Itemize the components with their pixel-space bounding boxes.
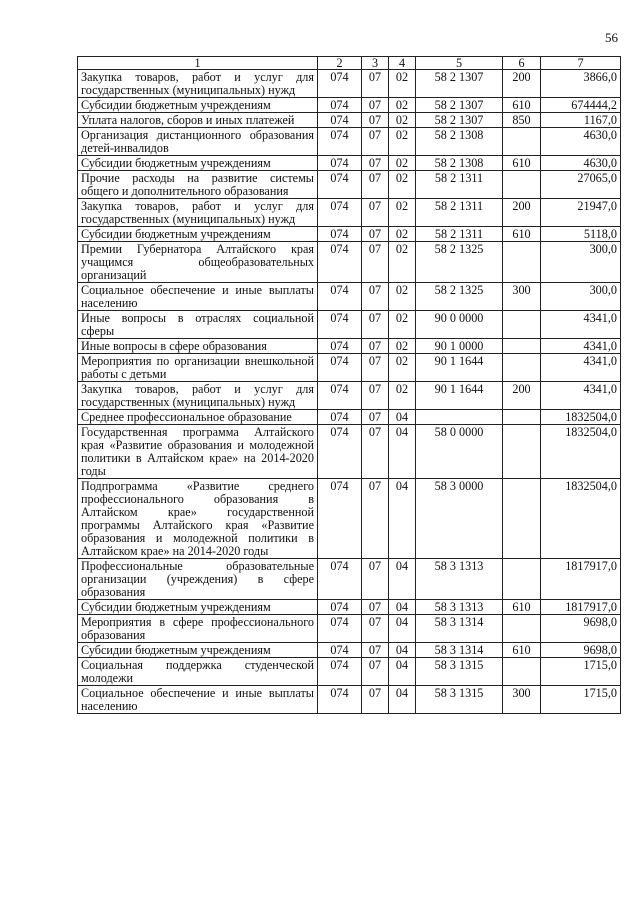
row-name-cell: Премии Губернатора Алтайского края учащимся общеобразовательных организаций	[78, 242, 318, 283]
row-name-cell: Организация дистанционного образования детей-инвалидов	[78, 128, 318, 156]
target-code-cell: 58 2 1325	[416, 283, 503, 311]
table-row	[78, 283, 621, 311]
subsection-code-cell: 02	[389, 242, 416, 283]
subsection-code-cell: 04	[389, 559, 416, 600]
amount-cell: 1817917,0	[541, 600, 621, 615]
section-code-cell: 07	[362, 227, 389, 242]
admin-code-cell: 074	[318, 227, 362, 242]
section-code-cell: 07	[362, 311, 389, 339]
target-code-cell: 58 3 1314	[416, 643, 503, 658]
amount-cell: 300,0	[541, 242, 621, 283]
row-name-cell: Закупка товаров, работ и услуг для государственных (муниципальных) нужд	[78, 382, 318, 410]
subsection-code-cell: 04	[389, 615, 416, 643]
table-row	[78, 354, 621, 382]
table-row	[78, 410, 621, 425]
expense-type-cell	[503, 128, 541, 156]
table-row	[78, 479, 621, 559]
subsection-code-cell: 02	[389, 70, 416, 98]
row-name-cell: Государственная программа Алтайского края «Развитие образования и молодежной политики в Алтайском крае» на 2014-2020 годы	[78, 425, 318, 479]
section-code-cell: 07	[362, 283, 389, 311]
table-row	[78, 382, 621, 410]
amount-cell: 3866,0	[541, 70, 621, 98]
admin-code-cell: 074	[318, 242, 362, 283]
budget-table	[77, 56, 621, 714]
target-code-cell: 58 2 1308	[416, 156, 503, 171]
admin-code-cell: 074	[318, 410, 362, 425]
row-name-cell: Закупка товаров, работ и услуг для государственных (муниципальных) нужд	[78, 70, 318, 98]
section-code-cell: 07	[362, 382, 389, 410]
target-code-cell: 58 3 1315	[416, 686, 503, 714]
expense-type-cell: 610	[503, 600, 541, 615]
section-code-cell: 07	[362, 600, 389, 615]
expense-type-cell	[503, 311, 541, 339]
row-name-cell: Субсидии бюджетным учреждениям	[78, 98, 318, 113]
section-code-cell: 07	[362, 658, 389, 686]
admin-code-cell: 074	[318, 128, 362, 156]
table-row	[78, 199, 621, 227]
subsection-code-cell: 04	[389, 425, 416, 479]
subsection-code-cell: 02	[389, 156, 416, 171]
page-number: 56	[605, 30, 618, 45]
column-header: 7	[541, 57, 621, 70]
table-row	[78, 113, 621, 128]
expense-type-cell: 610	[503, 156, 541, 171]
table-body	[78, 70, 621, 714]
subsection-code-cell: 04	[389, 686, 416, 714]
expense-type-cell: 300	[503, 283, 541, 311]
amount-cell: 1817917,0	[541, 559, 621, 600]
subsection-code-cell: 04	[389, 600, 416, 615]
admin-code-cell: 074	[318, 479, 362, 559]
amount-cell: 1715,0	[541, 686, 621, 714]
row-name-cell: Среднее профессиональное образование	[78, 410, 318, 425]
row-name-cell: Мероприятия в сфере профессионального образования	[78, 615, 318, 643]
expense-type-cell	[503, 410, 541, 425]
subsection-code-cell: 04	[389, 410, 416, 425]
target-code-cell: 58 3 1313	[416, 559, 503, 600]
expense-type-cell	[503, 171, 541, 199]
target-code-cell: 58 2 1308	[416, 128, 503, 156]
table-row	[78, 339, 621, 354]
table-row	[78, 98, 621, 113]
target-code-cell: 58 2 1325	[416, 242, 503, 283]
target-code-cell: 58 2 1311	[416, 171, 503, 199]
column-header: 6	[503, 57, 541, 70]
admin-code-cell: 074	[318, 425, 362, 479]
admin-code-cell: 074	[318, 283, 362, 311]
target-code-cell: 90 0 0000	[416, 311, 503, 339]
expense-type-cell: 850	[503, 113, 541, 128]
admin-code-cell: 074	[318, 339, 362, 354]
section-code-cell: 07	[362, 354, 389, 382]
amount-cell: 1832504,0	[541, 425, 621, 479]
expense-type-cell	[503, 658, 541, 686]
admin-code-cell: 074	[318, 559, 362, 600]
section-code-cell: 07	[362, 643, 389, 658]
expense-type-cell	[503, 615, 541, 643]
admin-code-cell: 074	[318, 70, 362, 98]
expense-type-cell: 610	[503, 227, 541, 242]
admin-code-cell: 074	[318, 643, 362, 658]
section-code-cell: 07	[362, 171, 389, 199]
target-code-cell: 58 3 1313	[416, 600, 503, 615]
admin-code-cell: 074	[318, 354, 362, 382]
target-code-cell: 58 2 1311	[416, 227, 503, 242]
column-header: 2	[318, 57, 362, 70]
subsection-code-cell: 04	[389, 643, 416, 658]
section-code-cell: 07	[362, 242, 389, 283]
expense-type-cell: 200	[503, 199, 541, 227]
expense-type-cell	[503, 425, 541, 479]
row-name-cell: Профессиональные образовательные организации (учреждения) в сфере образования	[78, 559, 318, 600]
section-code-cell: 07	[362, 425, 389, 479]
target-code-cell: 58 2 1307	[416, 98, 503, 113]
target-code-cell: 58 2 1307	[416, 70, 503, 98]
table-row	[78, 658, 621, 686]
table-row	[78, 128, 621, 156]
table-row	[78, 686, 621, 714]
target-code-cell: 58 3 1314	[416, 615, 503, 643]
admin-code-cell: 074	[318, 311, 362, 339]
table-row	[78, 70, 621, 98]
amount-cell: 9698,0	[541, 643, 621, 658]
table-row	[78, 227, 621, 242]
admin-code-cell: 074	[318, 171, 362, 199]
admin-code-cell: 074	[318, 686, 362, 714]
table-row	[78, 311, 621, 339]
expense-type-cell: 610	[503, 98, 541, 113]
expense-type-cell	[503, 559, 541, 600]
expense-type-cell: 200	[503, 70, 541, 98]
target-code-cell: 58 0 0000	[416, 425, 503, 479]
table-row	[78, 242, 621, 283]
row-name-cell: Субсидии бюджетным учреждениям	[78, 227, 318, 242]
row-name-cell: Субсидии бюджетным учреждениям	[78, 643, 318, 658]
amount-cell: 674444,2	[541, 98, 621, 113]
target-code-cell: 90 1 1644	[416, 354, 503, 382]
column-header: 3	[362, 57, 389, 70]
amount-cell: 1715,0	[541, 658, 621, 686]
subsection-code-cell: 02	[389, 354, 416, 382]
section-code-cell: 07	[362, 479, 389, 559]
row-name-cell: Социальное обеспечение и иные выплаты населению	[78, 283, 318, 311]
amount-cell: 21947,0	[541, 199, 621, 227]
section-code-cell: 07	[362, 70, 389, 98]
row-name-cell: Подпрограмма «Развитие среднего профессионального образования в Алтайском крае» государственной программы Алтайского края «Развитие образования и молодежной политики в Алтайском крае» на 2014-2020 годы	[78, 479, 318, 559]
expense-type-cell	[503, 242, 541, 283]
row-name-cell: Социальное обеспечение и иные выплаты населению	[78, 686, 318, 714]
expense-type-cell: 200	[503, 382, 541, 410]
section-code-cell: 07	[362, 559, 389, 600]
table-row	[78, 615, 621, 643]
row-name-cell: Мероприятия по организации внешкольной работы с детьми	[78, 354, 318, 382]
amount-cell: 4630,0	[541, 156, 621, 171]
section-code-cell: 07	[362, 686, 389, 714]
amount-cell: 4341,0	[541, 311, 621, 339]
table-row	[78, 600, 621, 615]
row-name-cell: Закупка товаров, работ и услуг для государственных (муниципальных) нужд	[78, 199, 318, 227]
row-name-cell: Прочие расходы на развитие системы общего и дополнительного образования	[78, 171, 318, 199]
amount-cell: 4341,0	[541, 382, 621, 410]
row-name-cell: Субсидии бюджетным учреждениям	[78, 600, 318, 615]
expense-type-cell: 610	[503, 643, 541, 658]
subsection-code-cell: 02	[389, 171, 416, 199]
expense-type-cell	[503, 354, 541, 382]
subsection-code-cell: 02	[389, 227, 416, 242]
table-header-row	[78, 57, 621, 70]
amount-cell: 4341,0	[541, 339, 621, 354]
subsection-code-cell: 02	[389, 311, 416, 339]
target-code-cell: 90 1 1644	[416, 382, 503, 410]
amount-cell: 1167,0	[541, 113, 621, 128]
table-row	[78, 559, 621, 600]
amount-cell: 1832504,0	[541, 479, 621, 559]
column-header: 4	[389, 57, 416, 70]
row-name-cell: Субсидии бюджетным учреждениям	[78, 156, 318, 171]
expense-type-cell	[503, 479, 541, 559]
row-name-cell: Иные вопросы в отраслях социальной сферы	[78, 311, 318, 339]
subsection-code-cell: 02	[389, 199, 416, 227]
section-code-cell: 07	[362, 199, 389, 227]
subsection-code-cell: 02	[389, 339, 416, 354]
amount-cell: 9698,0	[541, 615, 621, 643]
expense-type-cell	[503, 339, 541, 354]
admin-code-cell: 074	[318, 156, 362, 171]
admin-code-cell: 074	[318, 98, 362, 113]
expense-type-cell: 300	[503, 686, 541, 714]
subsection-code-cell: 04	[389, 658, 416, 686]
subsection-code-cell: 04	[389, 479, 416, 559]
subsection-code-cell: 02	[389, 382, 416, 410]
subsection-code-cell: 02	[389, 98, 416, 113]
target-code-cell: 58 3 1315	[416, 658, 503, 686]
amount-cell: 1832504,0	[541, 410, 621, 425]
admin-code-cell: 074	[318, 658, 362, 686]
target-code-cell: 58 2 1311	[416, 199, 503, 227]
section-code-cell: 07	[362, 339, 389, 354]
admin-code-cell: 074	[318, 600, 362, 615]
section-code-cell: 07	[362, 410, 389, 425]
column-header: 5	[416, 57, 503, 70]
section-code-cell: 07	[362, 615, 389, 643]
row-name-cell: Иные вопросы в сфере образования	[78, 339, 318, 354]
subsection-code-cell: 02	[389, 113, 416, 128]
table-row	[78, 643, 621, 658]
row-name-cell: Уплата налогов, сборов и иных платежей	[78, 113, 318, 128]
amount-cell: 4341,0	[541, 354, 621, 382]
section-code-cell: 07	[362, 113, 389, 128]
table-row	[78, 156, 621, 171]
target-code-cell: 58 2 1307	[416, 113, 503, 128]
table-row	[78, 171, 621, 199]
admin-code-cell: 074	[318, 113, 362, 128]
subsection-code-cell: 02	[389, 283, 416, 311]
amount-cell: 5118,0	[541, 227, 621, 242]
target-code-cell: 58 3 0000	[416, 479, 503, 559]
admin-code-cell: 074	[318, 199, 362, 227]
column-header: 1	[78, 57, 318, 70]
section-code-cell: 07	[362, 98, 389, 113]
row-name-cell: Социальная поддержка студенческой молодежи	[78, 658, 318, 686]
admin-code-cell: 074	[318, 382, 362, 410]
amount-cell: 300,0	[541, 283, 621, 311]
amount-cell: 27065,0	[541, 171, 621, 199]
subsection-code-cell: 02	[389, 128, 416, 156]
admin-code-cell: 074	[318, 615, 362, 643]
section-code-cell: 07	[362, 128, 389, 156]
section-code-cell: 07	[362, 156, 389, 171]
target-code-cell	[416, 410, 503, 425]
target-code-cell: 90 1 0000	[416, 339, 503, 354]
amount-cell: 4630,0	[541, 128, 621, 156]
table-row	[78, 425, 621, 479]
